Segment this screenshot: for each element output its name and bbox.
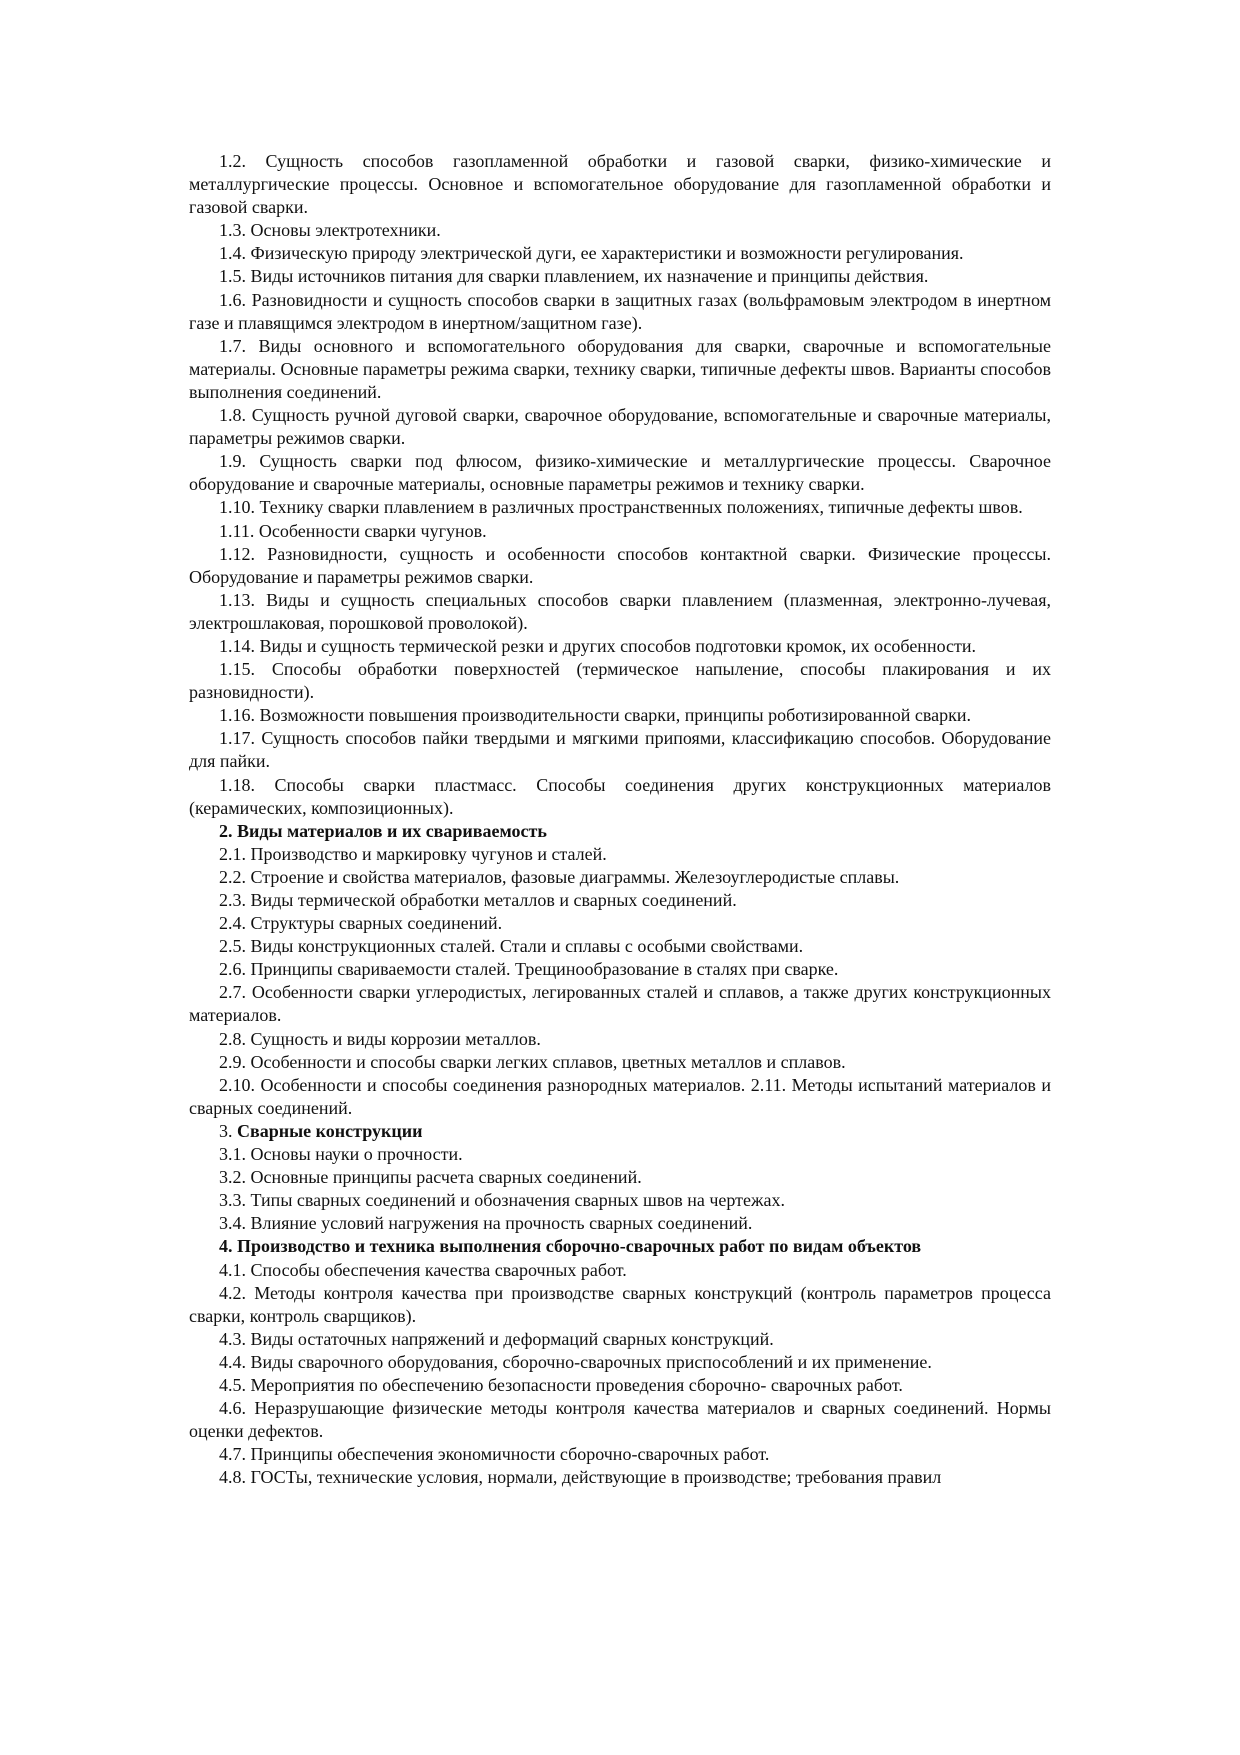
paragraph-2-6: 2.6. Принципы свариваемости сталей. Трещинообразование в сталях при сварке. bbox=[219, 959, 839, 980]
paragraph-2-2: 2.2. Строение и свойства материалов, фазовые диаграммы. Железоуглеродистые сплавы. bbox=[219, 866, 900, 887]
paragraph-2-10: 2.10. Особенности и способы соединения разнородных материалов. 2.11. Методы испытаний материалов и сварных соединений. bbox=[189, 1074, 1051, 1118]
paragraph-1-7: 1.7. Виды основного и вспомогательного оборудования для сварки, сварочные и вспомогательные материалы. Основные параметры режима сварки, технику сварки, типичные дефекты швов. Варианты способов выполнения соединений. bbox=[189, 335, 1051, 402]
paragraph-4-8: 4.8. ГОСТы, технические условия, нормали, действующие в производстве; требования правил bbox=[219, 1467, 942, 1488]
paragraph-2-7: 2.7. Особенности сварки углеродистых, легированных сталей и сплавов, а также других конструкционных материалов. bbox=[189, 982, 1051, 1026]
paragraph-1-13: 1.13. Виды и сущность специальных способов сварки плавлением (плазменная, электронно-лучевая, электрошлаковая, порошковой проволокой). bbox=[189, 589, 1051, 633]
paragraph-4-5: 4.5. Мероприятия по обеспечению безопасности проведения сборочно- сварочных работ. bbox=[219, 1374, 903, 1395]
paragraph-3-1: 3.1. Основы науки о прочности. bbox=[219, 1144, 463, 1165]
paragraph-2-1: 2.1. Производство и маркировку чугунов и сталей. bbox=[219, 843, 607, 864]
paragraph-2-9: 2.9. Особенности и способы сварки легких сплавов, цветных металлов и сплавов. bbox=[219, 1051, 846, 1072]
paragraph-3-3: 3.3. Типы сварных соединений и обозначения сварных швов на чертежах. bbox=[219, 1190, 785, 1211]
paragraph-2-3: 2.3. Виды термической обработки металлов и сварных соединений. bbox=[219, 890, 737, 910]
paragraph-1-8: 1.8. Сущность ручной дуговой сварки, сварочное оборудование, вспомогательные и сварочные материалы, параметры режимов сварки. bbox=[189, 405, 1051, 449]
paragraph-1-16: 1.16. Возможности повышения производительности сварки, принципы роботизированной сварки. bbox=[219, 705, 972, 726]
paragraph-3-4: 3.4. Влияние условий нагружения на прочность сварных соединений. bbox=[219, 1213, 753, 1234]
paragraph-1-10: 1.10. Технику сварки плавлением в различных пространственных положениях, типичные дефекты швов. bbox=[219, 497, 1023, 518]
section-heading-3 bbox=[189, 1120, 1051, 1143]
section-heading-4: 4. Производство и техника выполнения сборочно-сварочных работ по видам объектов bbox=[219, 1236, 922, 1257]
paragraph-1-3: 1.3. Основы электротехники. bbox=[219, 220, 441, 241]
paragraph-4-7: 4.7. Принципы обеспечения экономичности сборочно-сварочных работ. bbox=[219, 1444, 770, 1465]
paragraph-1-9: 1.9. Сущность сварки под флюсом, физико-химические и металлургические процессы. Сварочное оборудование и сварочные материалы, основные параметры режимов и технику сварки. bbox=[189, 451, 1051, 495]
paragraph-3-2: 3.2. Основные принципы расчета сварных соединений. bbox=[219, 1167, 642, 1188]
paragraph-4-3: 4.3. Виды остаточных напряжений и деформаций сварных конструкций. bbox=[219, 1328, 774, 1349]
paragraph-1-6: 1.6. Разновидности и сущность способов сварки в защитных газах (вольфрамовым электродом в инертном газе и плавящимся электродом в инертном/защитном газе). bbox=[189, 289, 1051, 333]
document-page bbox=[189, 150, 1051, 1489]
paragraph-1-14: 1.14. Виды и сущность термической резки и других способов подготовки кромок, их особенности. bbox=[219, 635, 977, 656]
paragraph-4-1: 4.1. Способы обеспечения качества сварочных работ. bbox=[219, 1259, 627, 1280]
section-heading-2: 2. Виды материалов и их свариваемость bbox=[219, 820, 547, 841]
paragraph-4-4: 4.4. Виды сварочного оборудования, сборочно-сварочных приспособлений и их применение. bbox=[219, 1351, 932, 1372]
paragraph-1-5: 1.5. Виды источников питания для сварки плавлением, их назначение и принципы действия. bbox=[219, 266, 929, 287]
section-heading-3-title: Сварные конструкции bbox=[237, 1120, 423, 1141]
paragraph-1-12: 1.12. Разновидности, сущность и особенности способов контактной сварки. Физические процессы. Оборудование и параметры режимов сварки. bbox=[189, 543, 1051, 587]
paragraph-1-17: 1.17. Сущность способов пайки твердыми и мягкими припоями, классификацию способов. Оборудование для пайки. bbox=[189, 728, 1051, 772]
paragraph-1-15: 1.15. Способы обработки поверхностей (термическое напыление, способы плакирования и их разновидности). bbox=[189, 659, 1051, 703]
paragraph-1-11: 1.11. Особенности сварки чугунов. bbox=[219, 520, 487, 541]
paragraph-1-4: 1.4. Физическую природу электрической дуги, ее характеристики и возможности регулирования. bbox=[219, 243, 964, 264]
paragraph-1-18: 1.18. Способы сварки пластмасс. Способы соединения других конструкционных материалов (керамических, композиционных). bbox=[189, 774, 1051, 818]
paragraph-4-2: 4.2. Методы контроля качества при производстве сварных конструкций (контроль параметров процесса сварки, контроль сварщиков). bbox=[189, 1282, 1051, 1326]
paragraph-2-8: 2.8. Сущность и виды коррозии металлов. bbox=[219, 1028, 541, 1049]
paragraph-2-5: 2.5. Виды конструкционных сталей. Стали и сплавы с особыми свойствами. bbox=[219, 936, 804, 957]
paragraph-2-4: 2.4. Структуры сварных соединений. bbox=[219, 913, 503, 934]
section-heading-3-number: 3. bbox=[219, 1120, 237, 1141]
paragraph-1-2: 1.2. Сущность способов газопламенной обработки и газовой сварки, физико-химические и металлургические процессы. Основное и вспомогательное оборудование для газопламенной обработки и газовой сварки. bbox=[189, 151, 1051, 218]
paragraph-4-6: 4.6. Неразрушающие физические методы контроля качества материалов и сварных соединений. Нормы оценки дефектов. bbox=[189, 1398, 1051, 1442]
